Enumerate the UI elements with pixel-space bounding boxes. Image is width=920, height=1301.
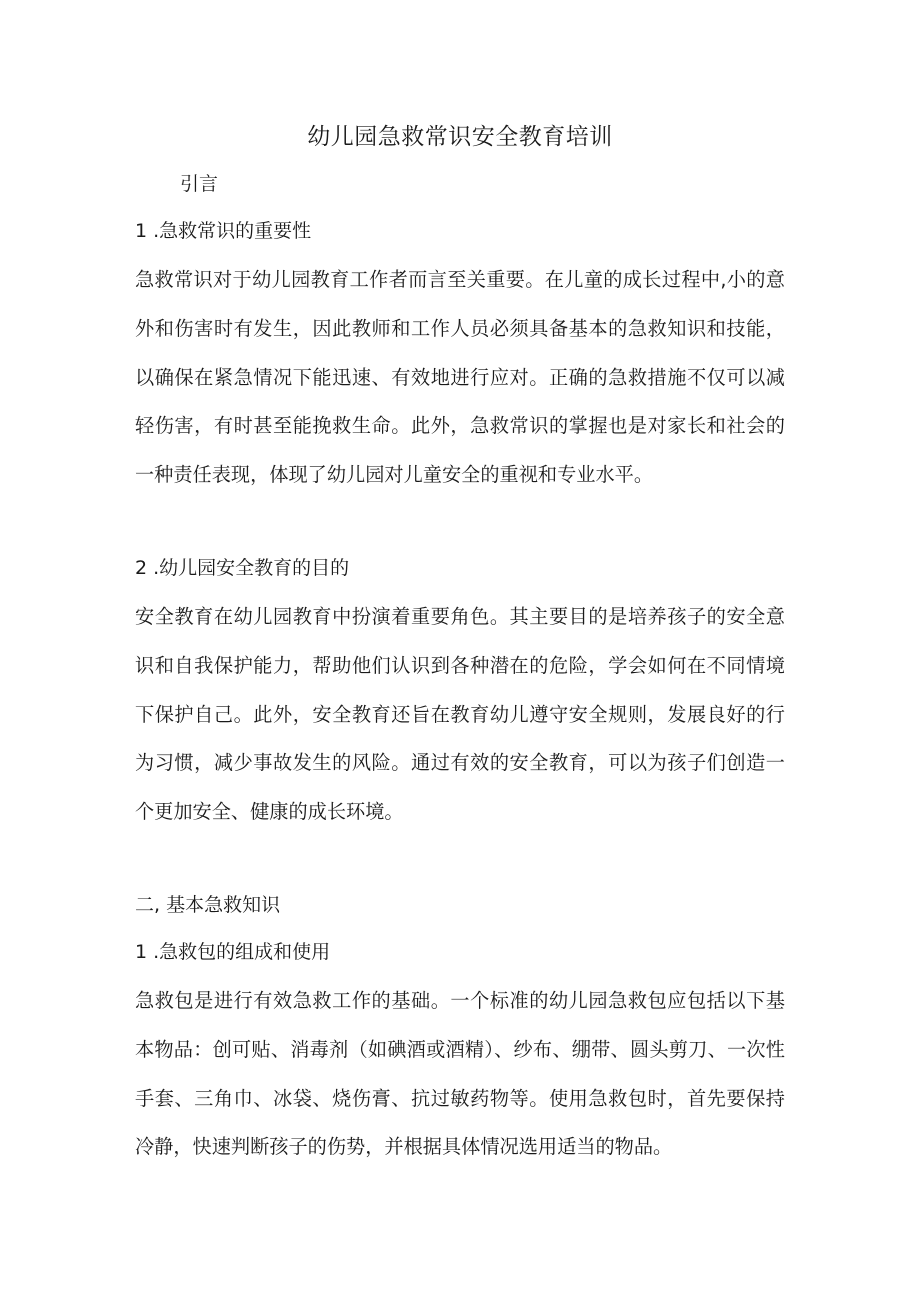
section-2-heading: 2 .幼儿园安全教育的目的 (135, 557, 350, 579)
chapter-2-heading: 二, 基本急救知识 (135, 894, 281, 916)
document-title: 幼儿园急救常识安全教育培训 (307, 124, 613, 150)
section-1-heading: 1 .急救常识的重要性 (135, 220, 312, 242)
chapter-2-sub-1-paragraph: 急救包是进行有效急救工作的基础。一个标准的幼儿园急救包应包括以下基本物品：创可贴、消毒剂（如碘酒或酒精）、纱布、绷带、圆头剪刀、一次性手套、三角巾、冰袋、烧伤膏、抗过敏药物等。使用急救包时，首先要保持冷静，快速判断孩子的伤势，并根据具体情况选用适当的物品。 (135, 989, 785, 1159)
section-2-paragraph: 安全教育在幼儿园教育中扮演着重要角色。其主要目的是培养孩子的安全意识和自我保护能力，帮助他们认识到各种潜在的危险，学会如何在不同情境下保护自己。此外，安全教育还旨在教育幼儿遵守安全规则，发展良好的行为习惯，减少事故发生的风险。通过有效的安全教育，可以为孩子们创造一个更加安全、健康的成长环境。 (135, 605, 785, 824)
intro-heading: 引言 (180, 173, 219, 195)
section-1-paragraph: 急救常识对于幼儿园教育工作者而言至关重要。在儿童的成长过程中,小的意外和伤害时有发生，因此教师和工作人员必须具备基本的急救知识和技能，以确保在紧急情况下能迅速、有效地进行应对。正确的急救措施不仅可以减轻伤害，有时甚至能挽救生命。此外，急救常识的掌握也是对家长和社会的一种责任表现，体现了幼儿园对儿童安全的重视和专业水平。 (135, 268, 785, 487)
chapter-2-sub-1-heading: 1 .急救包的组成和使用 (135, 941, 331, 963)
